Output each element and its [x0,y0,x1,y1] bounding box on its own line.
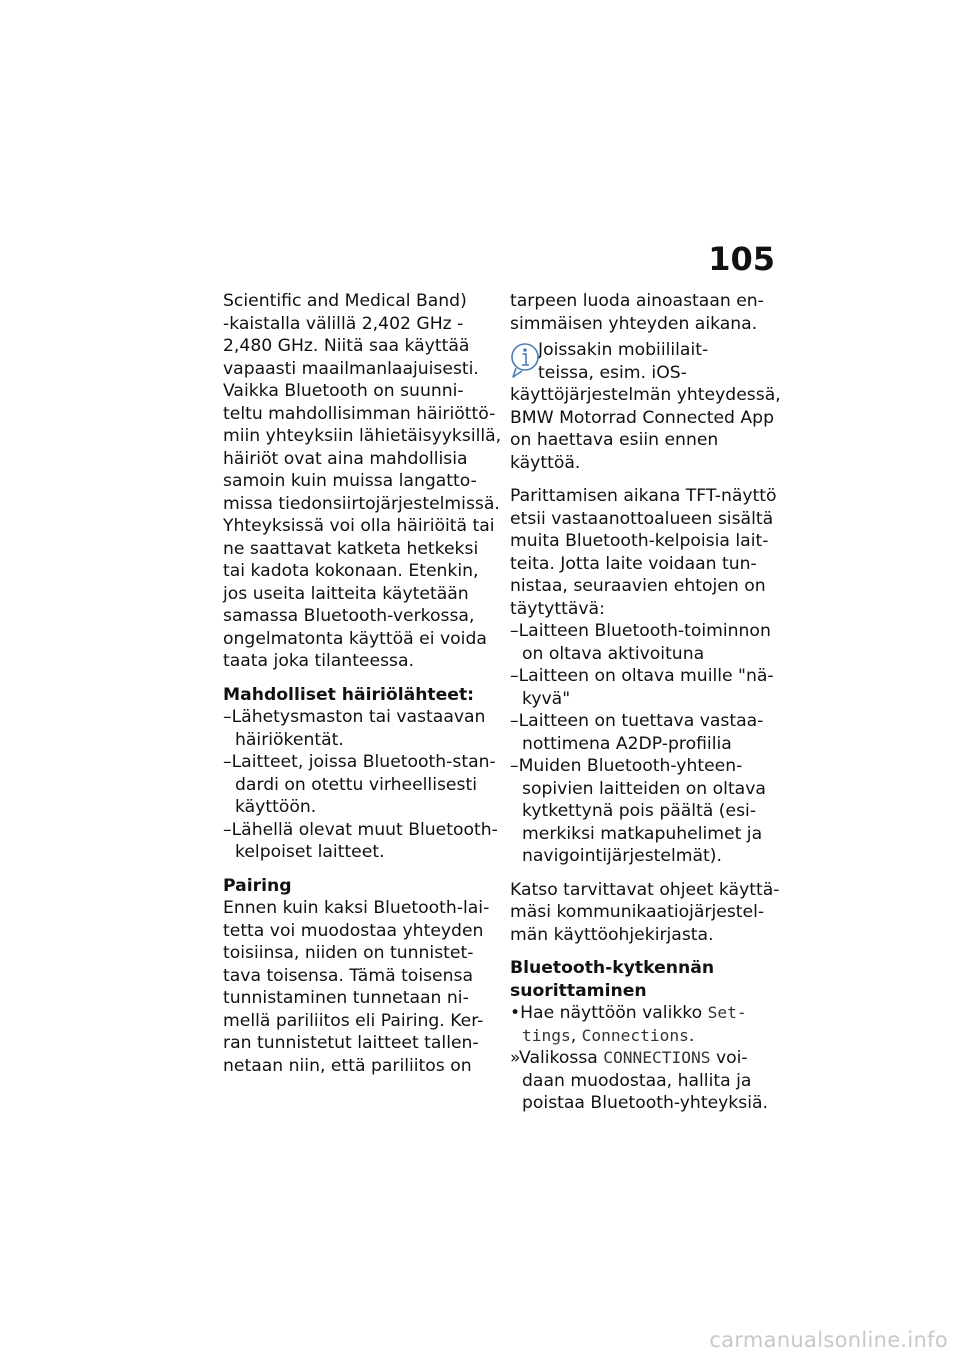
text-line: tai kadota kokonaan. Etenkin, [223,561,479,581]
text-line: Joissakin mobiililait- [538,340,709,360]
text-line: käyttöä. [510,452,581,473]
list-item-continuation: sopivien laitteiden on oltava [522,778,766,799]
text-line: taata joka tilanteessa. [223,651,414,671]
text-line: häiriöt ovat aina mahdollisia [223,448,468,469]
text-line: teltu mahdollisimman häiriöttö- [223,403,496,424]
text-line: mellä pariliitos eli Pairing. Ker- [223,1010,484,1031]
text-line: Katso tarvittavat ohjeet käyttä- [510,879,780,900]
list-item-continuation: navigointijärjestelmät). [522,846,722,866]
text-line: teita. Jotta laite voidaan tun- [510,553,757,574]
pairing-paragraph [223,897,493,1077]
text-line: muita Bluetooth-kelpoisia lait- [510,531,769,551]
text-line: ongelmatonta käyttöä ei voida [223,628,487,649]
text-line: Yhteyksissä voi olla häiriöitä tai [223,516,495,536]
result-text: »Valikossa [510,1048,604,1068]
text-line: BMW Motorrad Connected App [510,407,775,428]
text-line: mäsi kommunikaatiojärjestel- [510,902,765,922]
text-line: tunnistaminen tunnetaan ni- [223,988,469,1008]
text-line: teissa, esim. iOS- [538,362,687,383]
list-item: –Lähetysmaston tai vastaavan [223,707,486,727]
text-line: simmäisen yhteyden aikana. [510,313,758,334]
list-item-continuation: kyvä" [522,688,571,709]
list-item: –Laitteet, joissa Bluetooth-stan- [223,752,496,772]
list-item-continuation: kytkettynä pois päältä (esi- [522,801,757,821]
watermark: carmanualsonline.info [709,1328,948,1352]
step-action [510,1002,780,1025]
text-line: toisiinsa, niiden on tunnistet- [223,943,474,963]
search-paragraph [510,485,780,620]
text-line: tava toisensa. Tämä toisensa [223,965,474,986]
menu-path: Connections [581,1025,689,1045]
text-line: nistaa, seuraavien ehtojen on [510,576,766,596]
list-item: –Muiden Bluetooth-yhteen- [510,756,743,776]
right-column [510,290,780,1115]
text-line: käyttöjärjestelmän yhteydessä, [510,385,781,405]
procedure-heading-continuation: suorittaminen [510,980,647,1001]
separator: , [570,1025,582,1046]
bullet-text: •Hae näyttöön valikko [510,1003,708,1023]
text-line: miin yhteyksiin lähietäisyyksillä, [223,426,502,446]
text-line: tetta voi muodostaa yhteyden [223,920,484,941]
list-item-continuation: käyttöön. [235,797,317,817]
text-line: netaan niin, että pariliitos on [223,1055,472,1076]
text-line: män käyttöohjekirjasta. [510,924,714,945]
text-line: 2,480 GHz. Niitä saa käyttää [223,336,470,356]
text-line: missa tiedonsiirtojärjestelmissä. [223,493,500,514]
list-item-continuation: dardi on otettu virheellisesti [235,774,477,795]
text-line: samoin kuin muissa langatto- [223,471,477,491]
list-item-continuation: nottimena A2DP-profiilia [522,733,732,754]
list-item: –Laitteen on tuettava vastaa- [510,711,764,731]
text-line: on haettava esiin ennen [510,430,719,450]
list-item-continuation: häiriökentät. [235,729,344,750]
text-line: Vaikka Bluetooth on suunni- [223,381,464,401]
procedure-steps [510,1002,780,1115]
text-line: ne saattavat katketa hetkeksi [223,538,479,559]
step-action-continuation [510,1025,780,1048]
interference-heading: Mahdolliset häiriölähteet: [223,684,475,705]
step-result-continuation: daan muodostaa, hallita ja [522,1070,752,1091]
conditions-list [510,620,780,868]
menu-path: tings [522,1025,571,1045]
list-item-continuation: kelpoiset laitteet. [235,842,385,862]
list-item-continuation: on oltava aktivoituna [522,643,705,664]
list-item-continuation: merkiksi matkapuhelimet ja [522,823,763,844]
text-line: etsii vastaanottoalueen sisältä [510,508,774,529]
text-line: vapaasti maailmanlaajuisesti. [223,358,479,379]
text-line: täytyttävä: [510,598,605,619]
step-result-continuation: poistaa Bluetooth-yhteyksiä. [522,1093,768,1113]
left-column [223,290,502,1077]
page-number: 105 [708,240,775,278]
list-item: –Lähellä olevat muut Bluetooth- [223,819,498,840]
text-line: tarpeen luoda ainoastaan en- [510,291,764,311]
menu-path: CONNECTIONS [603,1048,711,1067]
text-line: Ennen kuin kaksi Bluetooth-lai- [223,898,490,918]
intro-paragraph [223,290,502,673]
list-item: –Laitteen on oltava muille "nä- [510,666,774,686]
interference-list [223,706,498,864]
list-item: –Laitteen Bluetooth-toiminnon [510,621,771,641]
text-line: jos useita laitteita käytetään [223,583,469,604]
manual-paragraph [510,879,780,947]
text-line: Scientific and Medical Band) [223,291,467,311]
text-line: -kaistalla välillä 2,402 GHz - [223,313,464,334]
step-result [510,1047,780,1070]
text-line: Parittamisen aikana TFT-näyttö [510,486,777,506]
result-text: voi- [710,1048,748,1068]
info-note [510,339,780,474]
text-line: ran tunnistetut laitteet tallen- [223,1033,479,1053]
menu-path: Set- [707,1003,747,1022]
punctuation: . [688,1025,695,1046]
pairing-heading: Pairing [223,875,292,896]
procedure-heading: Bluetooth-kytkennän [510,958,715,978]
info-icon [510,341,540,381]
text-line: samassa Bluetooth-verkossa, [223,606,475,626]
